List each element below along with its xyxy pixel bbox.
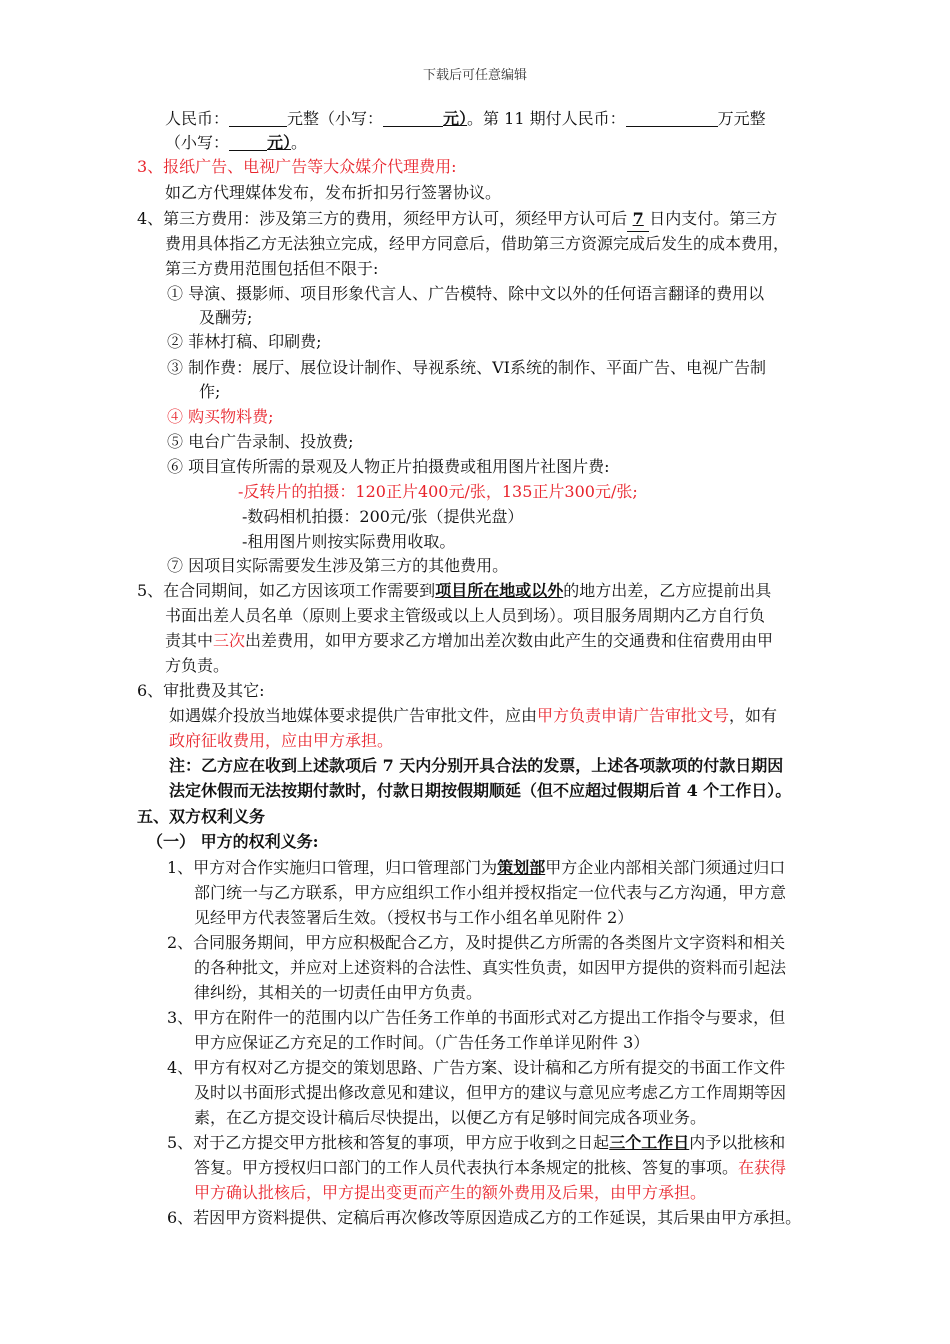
clause-4-line-3: 素，在乙方提交设计稿后尽快提出，以便乙方有足够时间完成各项业务。 xyxy=(194,1108,707,1127)
list-item-1: ① 导演、摄影师、项目形象代言人、广告模特、除中文以外的任何语言翻译的费用以 xyxy=(167,284,765,303)
list-item-3-cont: 作; xyxy=(199,382,221,401)
note-line-1: 注：乙方应在收到上述款项后 7 天内分别开具合法的发票，上述各项款项的付款日期因 xyxy=(169,756,784,775)
clause-3-line-2: 甲方应保证乙方充足的工作时间。（广告任务工作单详见附件 3） xyxy=(194,1033,650,1052)
clause-2-line-2: 的各种批文，并应对上述资料的合法性、真实性负责，如因甲方提供的资料而引起法 xyxy=(194,958,787,977)
clause-1-line-3: 见经甲方代表签署后生效。（授权书与工作小组名单见附件 2） xyxy=(194,908,634,927)
section-3-body: 如乙方代理媒体发布，发布折扣另行签署协议。 xyxy=(165,183,502,202)
clause-5-line-1: 5、对于乙方提交甲方批核和答复的事项，甲方应于收到之日起三个工作日内予以批核和 xyxy=(167,1133,786,1152)
section-5-line-4: 方负责。 xyxy=(165,656,230,675)
list-item-1-cont: 及酬劳; xyxy=(199,308,253,327)
subsection-heading: （一） 甲方的权利义务: xyxy=(147,832,319,851)
section-5-line-2: 书面出差人员名单（原则上要求主管级或以上人员到场）。项目服务周期内乙方自行负 xyxy=(165,606,766,625)
clause-2-line-1: 2、合同服务期间，甲方应积极配合乙方，及时提供乙方所需的各类图片文字资料和相关 xyxy=(167,933,786,952)
section-6-title: 6、审批费及其它: xyxy=(137,681,265,700)
section-4-line-1: 4、第三方费用：涉及第三方的费用，须经甲方认可，须经甲方认可后 7 日内支付。第三方 xyxy=(137,207,777,232)
photo-price-1: -反转片的拍摄：120正片400元/张，135正片300元/张; xyxy=(238,482,638,501)
list-item-6: ⑥ 项目宣传所需的景观及人物正片拍摄费或租用图片社图片费: xyxy=(167,457,610,476)
photo-price-2: -数码相机拍摄：200元/张（提供光盘） xyxy=(242,507,524,526)
clause-1-line-1: 1、甲方对合作实施归口管理，归口管理部门为策划部甲方企业内部相关部门须通过归口 xyxy=(167,858,786,877)
photo-price-3: -租用图片则按实际费用收取。 xyxy=(242,532,456,551)
clause-4-line-2: 及时以书面形式提出修改意见和建议，但甲方的建议与意见应考虑乙方工作周期等因 xyxy=(194,1083,787,1102)
clause-6-line-1: 6、若因甲方资料提供、定稿后再次修改等原因造成乙方的工作延误，其后果由甲方承担。 xyxy=(167,1208,802,1227)
note-line-2: 法定休假而无法按期付款时，付款日期按假期顺延（但不应超过假期后首 4 个工作日）。 xyxy=(169,781,792,800)
list-item-7: ⑦ 因项目实际需要发生涉及第三方的其他费用。 xyxy=(167,556,509,575)
clause-3-line-1: 3、甲方在附件一的范围内以广告任务工作单的书面形式对乙方提出工作指令与要求，但 xyxy=(167,1008,786,1027)
section-4-line-3: 第三方费用范围包括但不限于: xyxy=(165,259,379,278)
section-6-line-2: 政府征收费用，应由甲方承担。 xyxy=(169,731,394,750)
clause-2-line-3: 律纠纷，其相关的一切责任由甲方负责。 xyxy=(194,983,483,1002)
clause-5-line-3: 甲方确认批核后，甲方提出变更而产生的额外费用及后果，由甲方承担。 xyxy=(194,1183,707,1202)
section-4-line-2: 费用具体指乙方无法独立完成，经甲方同意后，借助第三方资源完成后发生的成本费用， xyxy=(165,234,790,253)
list-item-5: ⑤ 电台广告录制、投放费; xyxy=(167,432,354,451)
clause-5-line-2: 答复。甲方授权归口部门的工作人员代表执行本条规定的批核、答复的事项。在获得 xyxy=(194,1158,787,1177)
section-heading: 五、双方权利义务 xyxy=(137,807,266,826)
payment-line-1: 人民币： 元整（小写： 元）。第 11 期付人民币： 万元整 xyxy=(165,109,766,128)
clause-4-line-1: 4、甲方有权对乙方提交的策划思路、广告方案、设计稿和乙方所有提交的书面工作文件 xyxy=(167,1058,786,1077)
payment-line-2: （小写： 元）。 xyxy=(165,133,308,152)
section-3-title: 3、报纸广告、电视广告等大众媒介代理费用: xyxy=(137,157,457,176)
clause-1-line-2: 部门统一与乙方联系，甲方应组织工作小组并授权指定一位代表与乙方沟通，甲方意 xyxy=(194,883,787,902)
list-item-3: ③ 制作费：展厅、展位设计制作、导视系统、VI系统的制作、平面广告、电视广告制 xyxy=(167,358,766,377)
list-item-2: ② 菲林打稿、印刷费; xyxy=(167,332,322,351)
section-5-line-1: 5、在合同期间，如乙方因该项工作需要到项目所在地或以外的地方出差，乙方应提前出具 xyxy=(137,581,772,600)
list-item-4: ④ 购买物料费; xyxy=(167,407,274,426)
section-5-line-3: 责其中三次出差费用，如甲方要求乙方增加出差次数由此产生的交通费和住宿费用由甲 xyxy=(165,631,774,650)
page-header: 下载后可任意编辑 xyxy=(422,68,527,83)
section-6-line-1: 如遇媒介投放当地媒体要求提供广告审批文件，应由甲方负责申请广告审批文号，如有 xyxy=(169,706,778,725)
